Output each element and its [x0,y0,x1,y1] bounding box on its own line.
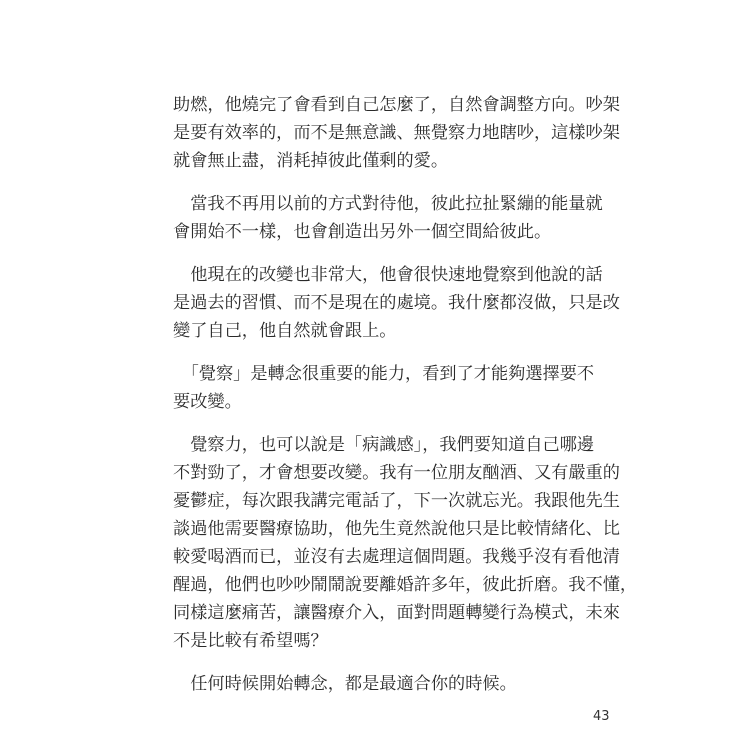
text-line: 談過他需要醫療協助，他先生竟然說他只是比較情緒化、比 [173,519,620,539]
text-line: 是要有效率的，而不是無意識、無覺察力地瞎吵，這樣吵架 [173,123,620,143]
paragraph-2 [173,190,603,246]
text-line: 較愛喝酒而已，並沒有去處理這個問題。我幾乎沒有看他清 [173,547,620,567]
text-line: 憂鬱症，每次跟我講完電話了，下一次就忘光。我跟他先生 [173,491,620,511]
paragraph-3 [173,261,620,345]
text-line: 就會無止盡，消耗掉彼此僅剩的愛。 [173,151,449,171]
text-line: 同樣這麼痛苦，讓醫療介入，面對問題轉變行為模式，未來 [173,603,620,623]
text-line: 助燃，他燒完了會看到自己怎麼了，自然會調整方向。吵架 [173,95,620,115]
text-line: 要改變。 [173,392,242,412]
page-number: 43 [593,709,610,724]
text-line: 醒過，他們也吵吵鬧鬧說要離婚許多年，彼此折磨。我不懂， [173,575,638,595]
text-line: 會開始不一樣，也會創造出另外一個空間給彼此。 [173,222,552,242]
text-line: 變了自己，他自然就會跟上。 [173,321,397,341]
paragraph-6 [173,670,603,698]
text-line: 不對勁了，才會想要改變。我有一位朋友酗酒、又有嚴重的 [173,463,620,483]
text-line: 「覺察」是轉念很重要的能力，看到了才能夠選擇要不 [173,364,595,384]
text-line: 是過去的習慣、而不是現在的處境。我什麼都沒做，只是改 [173,293,620,313]
text-line: 覺察力，也可以說是「病識感」，我們要知道自己哪邊 [173,435,595,455]
paragraph-5 [173,431,638,655]
body-text [173,91,638,713]
text-line: 任何時候開始轉念，都是最適合你的時候。 [173,674,517,694]
text-line: 不是比較有希望嗎？ [173,631,328,651]
text-line: 他現在的改變也非常大，他會很快速地覺察到他說的話 [173,265,603,285]
paragraph-4 [173,360,603,416]
text-line: 當我不再用以前的方式對待他，彼此拉扯緊繃的能量就 [173,194,603,214]
paragraph-1 [173,91,620,175]
